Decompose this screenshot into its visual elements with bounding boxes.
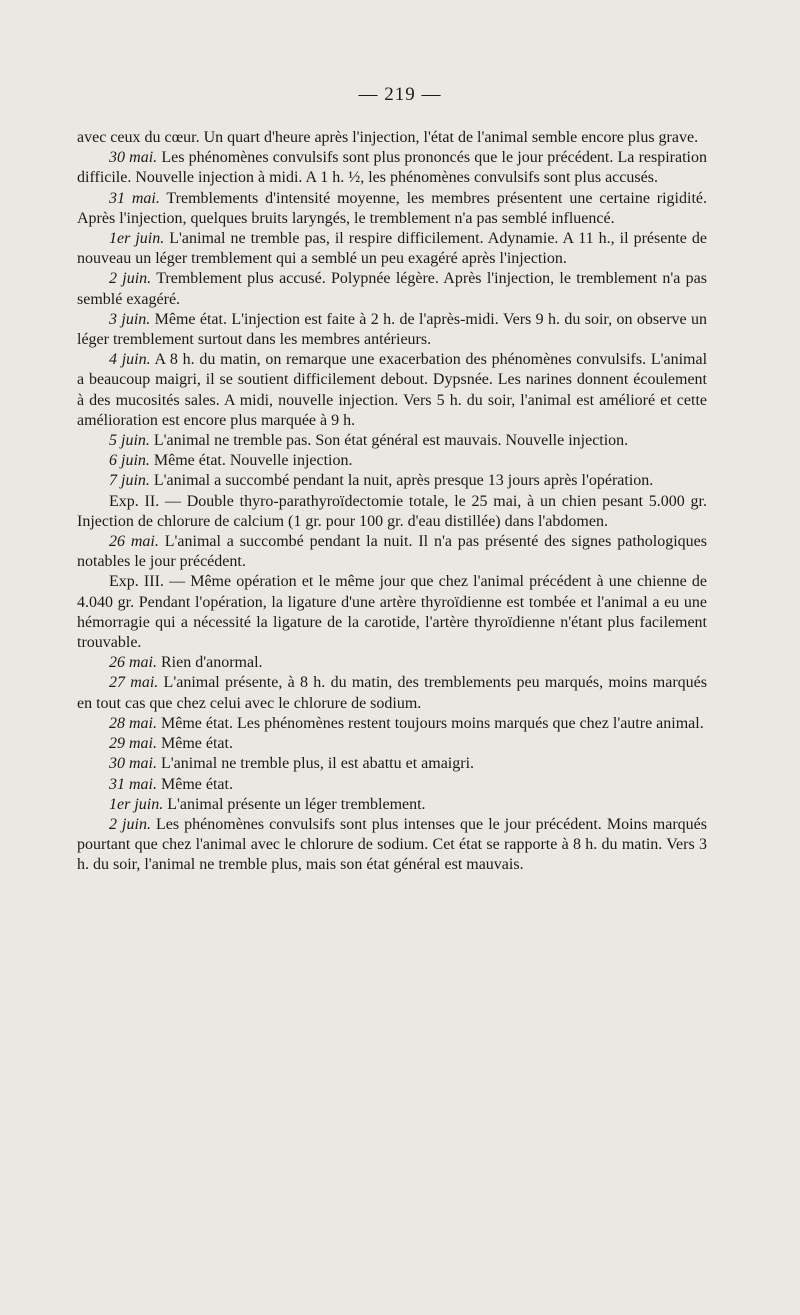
entry-date: 28 mai. [109,714,157,732]
paragraph [77,128,707,148]
paragraph-text: L'animal a succombé pendant la nuit. Il n'a pas présenté des signes pathologiques notables le jour précédent. [77,533,708,571]
paragraph-text: Même état. Les phénomènes restent toujours moins marqués que chez l'autre animal. [157,714,704,732]
paragraph-text: Exp. II. — Double thyro-parathyroïdectomie totale, le 25 mai, à un chien pesant 5.000 gr. Injection de chlorure de calcium (1 gr. pour 100 gr. d'eau distillée) dans l'abdomen. [77,492,707,530]
entry-date: 30 mai. [109,149,158,167]
entry-date: 4 juin. [109,351,151,369]
paragraph-text: Les phénomènes convulsifs sont plus intenses que le jour précédent. Moins marqués pourtant que chez l'animal avec le chlorure de sodium. Cet état se rapporte à 8 h. du matin. Vers 3 h. du soir, l'animal ne tremble plus, mais son état général est mauvais. [77,815,708,874]
paragraph [77,189,707,229]
body-text [77,128,707,876]
paragraph-text: Tremblements d'intensité moyenne, les membres présentent une certaine rigidité. Après l'injection, quelques bruits laryngés, le tremblement n'a pas semblé influencé. [77,189,707,227]
paragraph-text: Les phénomènes convulsifs sont plus prononcés que le jour précédent. La respiration difficile. Nouvelle injection à midi. A 1 h. ½, les phénomènes convulsifs sont plus accusés. [77,149,707,187]
entry-date: 1er juin. [109,230,165,248]
paragraph [77,229,707,269]
entry-date: 30 mai. [109,755,157,773]
paragraph [77,431,707,451]
paragraph-text: avec ceux du cœur. Un quart d'heure après l'injection, l'état de l'animal semble encore plus grave. [77,129,699,146]
entry-date: 7 juin. [109,472,150,490]
paragraph [77,492,707,532]
paragraph [77,795,707,815]
entry-date: 5 juin. [109,432,150,450]
paragraph-text: A 8 h. du matin, on remarque une exacerbation des phénomènes convulsifs. L'animal a beaucoup maigri, il se soutient difficilement debout. Dypsnée. Les narines donnent écoulement à des mucosités sales. A midi, nouvelle injection. Vers 5 h. du soir, l'animal est amélioré et cette amélioration est encore plus marquée à 9 h. [77,351,708,429]
paragraph-text: Même état. [157,775,233,793]
paragraph-text: Tremblement plus accusé. Polypnée légère. Après l'injection, le tremblement n'a pas semblé exagéré. [77,270,708,308]
paragraph [77,572,707,653]
paragraph [77,653,707,673]
paragraph-text: L'animal ne tremble plus, il est abattu et amaigri. [157,755,475,773]
paragraph [77,754,707,774]
paragraph-text: L'animal a succombé pendant la nuit, après presque 13 jours après l'opération. [149,472,654,490]
paragraph [77,350,707,431]
entry-date: 2 juin. [109,270,152,288]
paragraph-text: L'animal ne tremble pas, il respire difficilement. Adynamie. A 11 h., il présente de nouveau un léger tremblement qui a semblé un peu exagéré après l'injection. [77,230,708,268]
paragraph-text: L'animal présente un léger tremblement. [163,795,426,813]
paragraph-text: Même état. Nouvelle injection. [149,452,353,470]
paragraph-text: Rien d'anormal. [157,654,263,672]
paragraph-text: Même état. L'injection est faite à 2 h. de l'après-midi. Vers 9 h. du soir, on observe un léger tremblement surtout dans les membres antérieurs. [77,310,707,349]
paragraph [77,714,707,734]
paragraph [77,148,707,188]
entry-date: 29 mai. [109,735,157,753]
entry-date: 2 juin. [109,815,151,833]
paragraph [77,451,707,471]
paragraph [77,734,707,754]
paragraph [77,532,707,572]
page-number: — 219 — [358,84,442,105]
paragraph-text: L'animal présente, à 8 h. du matin, des tremblements peu marqués, moins marqués en tout cas que chez celui avec le chlorure de sodium. [77,674,708,712]
entry-date: 26 mai. [109,533,159,551]
paragraph [77,471,707,491]
entry-date: 26 mai. [109,654,157,672]
paragraph [77,310,707,350]
entry-date: 6 juin. [109,452,150,470]
entry-date: 3 juin. [109,310,151,328]
paragraph-text: Même état. [157,735,233,753]
paragraph-text: L'animal ne tremble pas. Son état général est mauvais. Nouvelle injection. [149,432,629,450]
paragraph [77,269,707,309]
paragraph [77,775,707,795]
entry-date: 1er juin. [109,795,164,813]
entry-date: 27 mai. [109,674,159,692]
paragraph [77,673,707,713]
entry-date: 31 mai. [109,775,157,793]
paragraph [77,815,707,876]
entry-date: 31 mai. [109,189,160,207]
paragraph-text: Exp. III. — Même opération et le même jour que chez l'animal précédent à une chienne de 4.040 gr. Pendant l'opération, la ligature d'une artère thyroïdienne est tombée et l'animal a eu une hémorragie qui a nécessité la ligature de la carotide, l'artère thyroïdienne n'étant plus facilement trouvable. [77,573,707,652]
